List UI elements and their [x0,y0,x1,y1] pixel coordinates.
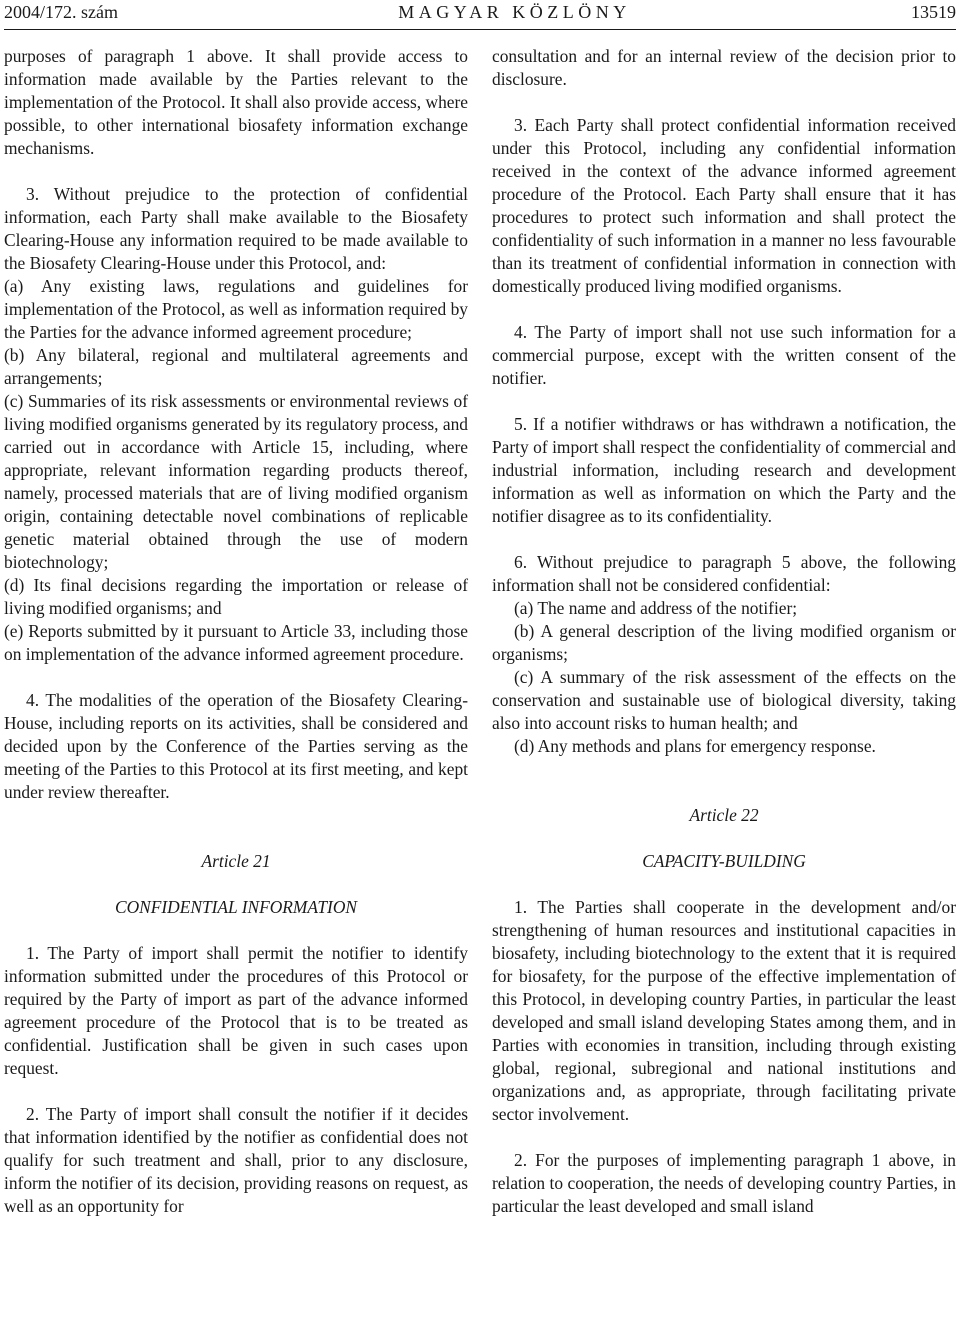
paragraph: purposes of paragraph 1 above. It shall provide access to information made available by the Parties relevant to the implementation of the Protocol. It shall also provide access, where possible, to other international biosafety information exchange mechanisms. [4,46,468,158]
list-item: (e) Reports submitted by it pursuant to Article 33, including those on implementation of the advance informed agreement procedure. [4,621,468,664]
list-item: (c) Summaries of its risk assessments or environmental reviews of living modified organisms generated by its regulatory process, and carried out in accordance with Article 15, including, where appropriate, relevant information regarding products thereof, namely, processed materials that are of living modified organism origin, containing detectable novel combinations of replicable genetic material obtained through the use of modern biotechnology; [4,391,468,572]
article-heading: CONFIDENTIAL INFORMATION [114,897,358,917]
journal-title: MAGYAR KÖZLÖNY [398,2,631,22]
article-title: Article 22 [689,805,759,825]
paragraph: 3. Without prejudice to the protection of confidential information, each Party shall make available to the Biosafety Clearing-House any information required to be made available to the Biosafety Clearing-House under this Protocol, and: [4,184,468,273]
paragraph: 6. Without prejudice to paragraph 5 above, the following information shall not be considered confidential: [492,552,956,595]
list-item: (a) The name and address of the notifier; [514,598,798,618]
paragraph: 1. The Parties shall cooperate in the development and/or strengthening of human resources and institutional capacities in biosafety, including biotechnology to the extent that it is required for biosafety, for the purpose of the effective implementation of this Protocol, in developing country Parties, in particular the least developed and small island developing States among them, and in Parties with economies in transition, including through existing global, regional, subregional and national institutions and organizations and, as appropriate, through facilitating private sector involvement. [492,897,956,1124]
paragraph: 5. If a notifier withdraws or has withdrawn a notification, the Party of import shall respect the confidentiality of commercial and industrial information, including research and development information as well as information on which the Party and the notifier disagree as to its confidentiality. [492,414,956,526]
paragraph: 1. The Party of import shall permit the notifier to identify information submitted under the procedures of this Protocol or required by the Party of import as part of the advance informed agreement procedure of the Protocol that is to be treated as confidential. Justification shall be given in such cases upon request. [4,943,468,1078]
header-rule [4,29,956,30]
paragraph: 4. The Party of import shall not use such information for a commercial purpose, except with the written consent of the notifier. [492,322,956,388]
issue-number: 2004/172. szám [4,2,118,22]
list-item: (d) Any methods and plans for emergency response. [514,736,876,756]
paragraph: 2. The Party of import shall consult the notifier if it decides that information identified by the notifier as confidential does not qualify for such treatment and shall, prior to any disclosure, inform the notifier of its decision, providing reasons on request, as well as an opportunity for [4,1104,468,1216]
paragraph: 2. For the purposes of implementing paragraph 1 above, in relation to cooperation, the needs of developing country Parties, in particular the least developed and small island [492,1150,956,1216]
list-item: (b) Any bilateral, regional and multilateral agreements and arrangements; [4,345,468,388]
right-column [492,45,956,1218]
list-item: (b) A general description of the living modified organism or organisms; [492,621,956,664]
list-item: (c) A summary of the risk assessment of the effects on the conservation and sustainable use of biological diversity, taking also into account risks to human health; and [492,667,956,733]
page-number: 13519 [911,2,956,22]
paragraph: 4. The modalities of the operation of the Biosafety Clearing-House, including reports on its activities, shall be considered and decided upon by the Conference of the Parties serving as the meeting of the Parties to this Protocol at its first meeting, and kept under review thereafter. [4,690,468,802]
article-heading: CAPACITY-BUILDING [642,851,806,871]
paragraph: consultation and for an internal review of the decision prior to disclosure. [492,46,956,89]
paragraph: 3. Each Party shall protect confidential information received under this Protocol, including any confidential information received in the context of the advance informed agreement procedure of the Protocol. Each Party shall ensure that it has procedures to protect such information and shall protect the confidentiality of such information in a manner no less favourable than its treatment of confidential information in connection with domestically produced living modified organisms. [492,115,956,296]
article-title: Article 21 [201,851,271,871]
list-item: (d) Its final decisions regarding the importation or release of living modified organisms; and [4,575,468,618]
page-header [4,2,956,24]
list-item: (a) Any existing laws, regulations and guidelines for implementation of the Protocol, as well as information required by the Parties for the advance informed agreement procedure; [4,276,468,342]
left-column [4,45,468,1218]
